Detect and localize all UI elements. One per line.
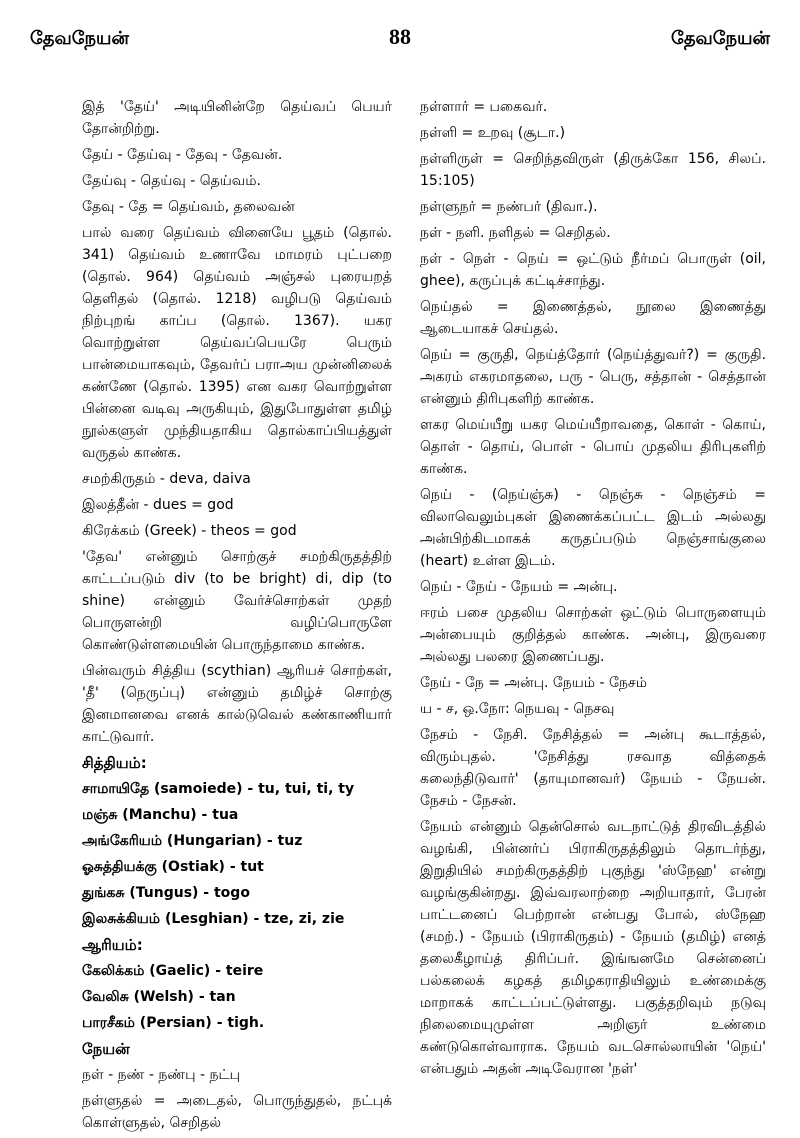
left-column	[82, 96, 392, 1138]
section-heading: சித்தியம்:	[82, 754, 147, 772]
text-paragraph: ளகர மெய்யீறு யகர மெய்யீறாவதை, கொள் - கொய், தொள் - தொய், பொள் - பொய் முதலிய திரிபுகளிற் காண்க.	[420, 417, 766, 477]
text-paragraph: பின்வரும் சித்திய (scythian) ஆரியச் சொற்கள், 'தீ' (நெருப்பு) என்னும் தமிழ்ச் சொற்கு இனமானவை எனக் கால்டுவெல் கண்காணியார் காட்டுவார்.	[82, 663, 392, 745]
running-title-left: தேவநேயன்	[30, 28, 129, 49]
text-paragraph: தேய்வு - தெய்வு - தெய்வம்.	[82, 173, 261, 189]
right-column	[420, 96, 766, 1084]
text-paragraph: நெய் = குருதி, நெய்த்தோர் (நெய்த்துவர்?) = குருதி. அகரம் எகரமாதலை, பரு - பெரு, சத்தான் - செத்தான் என்னும் திரிபுகளிற் காண்க.	[420, 347, 766, 407]
language-entry: பாரசீகம் (Persian) - tigh.	[82, 1015, 265, 1031]
text-paragraph: நேயம் என்னும் தென்சொல் வடநாட்டுத் திரவிடத்தில் வழங்கி, பின்னர்ப் பிராகிருதத்திலும் தொடர்ந்து, இறுதியில் சமற்கிருதத்திற் புகுந்து 'ஸ்நேஹ' என்று வழங்குகின்றது. இவ்வரலாற்றை அறியாதார், பேரன் பாட்டனைப் பெற்றான் என்பது போல், ஸ்நேஹ (சமற்.) - நேயம் (பிராகிருதம்) - நேயம் (தமிழ்) எனத் தலைகீழாய்த் திரிப்பர். இங்ஙனமே சென்னைப் பல்கலைக் கழகத் தமிழகராதியிலும் உண்மைக்கு மாறாகக் காட்டப்பட்டுள்ளது. பகுத்தறிவும் நடுவு நிலைமையுமுள்ள அறிஞர் உண்மை கண்டுகொள்வாராக. நேயம் வடசொல்லாயின் 'நெய்' என்பதும் அதன் அடிவேரான 'நள்'	[420, 819, 766, 1077]
language-entry: மஞ்சு (Manchu) - tua	[82, 807, 239, 823]
text-paragraph: நள்ளார் = பகைவர்.	[420, 99, 548, 115]
text-paragraph: நள்ளிருள் = செறிந்தவிருள் (திருக்கோ 156, சிலப். 15:105)	[420, 151, 766, 189]
language-entry: வேலிசு (Welsh) - tan	[82, 989, 236, 1005]
text-paragraph: ய - ச, ஒ.நோ: நெயவு - நெசவு	[420, 701, 615, 717]
text-paragraph: இத் 'தேய்' அடியினின்றே தெய்வப் பெயர் தோன்றிற்று.	[82, 99, 392, 137]
text-paragraph: நெய் - (நெய்ஞ்சு) - நெஞ்சு - நெஞ்சம் = விலாவெலும்புகள் இணைக்கப்பட்ட இடம் அல்லது அன்பிற்கிடமாகக் கருதப்படும் நெஞ்சாங்குலை (heart) உள்ள இடம்.	[420, 487, 766, 569]
language-entry: இலசுக்கியம் (Lesghian) - tze, zi, zie	[82, 911, 345, 927]
running-title-right: தேவநேயன்	[671, 28, 770, 49]
text-paragraph: தேவு - தே = தெய்வம், தலைவன்	[82, 199, 295, 215]
text-paragraph: தேய் - தேய்வு - தேவு - தேவன்.	[82, 147, 283, 163]
text-paragraph: கிரேக்கம் (Greek) - theos = god	[82, 523, 297, 539]
text-paragraph: சமற்கிருதம் - deva, daiva	[82, 471, 251, 487]
text-paragraph: பால் வரை தெய்வம் வினையே பூதம் (தொல். 341) தெய்வம் உணாவே மாமரம் புட்பறை (தொல். 964) தெய்வம் அஞ்சல் புரையறத் தெளிதல் (தொல். 1218) வழிபடு தெய்வம் நிற்புறங் காப்ப (தொல். 1367). யகர வொற்றுள்ள தெய்வப்பெயரே பெரும் பான்மையாகவும், தேவர்ப் பராஅய முன்னிலைக் கண்ணே (தொல். 1395) என வகர வொற்றுள்ள பின்னை வடிவு அருகியும், இதுபோதுள்ள தமிழ் நூல்களுள் முந்தியதாகிய தொல்காப்பியத்துள் வருதல் காண்க.	[82, 225, 392, 461]
text-paragraph: நள் - நளி. நளிதல் = செறிதல்.	[420, 225, 611, 241]
text-paragraph: 'தேவ' என்னும் சொற்குச் சமற்கிருதத்திற் காட்டப்படும் div (to be bright) di, dip (to shine) என்னும் வேர்ச்சொற்கள் முதற் பொருளன்றி வழிப்பொருளே கொண்டுள்ளமையின் பொருந்தாமை காண்க.	[82, 549, 392, 653]
page-header	[30, 22, 770, 62]
section-heading: நேயன்	[82, 1040, 130, 1058]
text-paragraph: நள் - நெள் - நெய் = ஒட்டும் நீர்மப் பொருள் (oil, ghee), கருப்புக் கட்டிச்சாந்து.	[420, 251, 766, 289]
language-entry: கேலிக்கம் (Gaelic) - teire	[82, 963, 264, 979]
text-paragraph: நெய் - நேய் - நேயம் = அன்பு.	[420, 579, 618, 595]
language-entry: சாமாயிதே (samoiede) - tu, tui, ti, ty	[82, 781, 355, 797]
text-paragraph: நெய்தல் = இணைத்தல், நூலை இணைத்து ஆடையாகச் செய்தல்.	[420, 299, 766, 337]
language-entry: அங்கேரியம் (Hungarian) - tuz	[82, 833, 303, 849]
text-paragraph: நேசம் - நேசி. நேசித்தல் = அன்பு கூடாத்தல், விரும்புதல். 'நேசித்து ரசவாத வித்தைக் கலைந்திடுவார்' (தாயுமானவர்) நேயம் - நேயன். நேசம் - நேசன்.	[420, 727, 766, 809]
text-paragraph: நள்ளுதல் = அடைதல், பொருந்துதல், நட்புக் கொள்ளுதல், செறிதல்	[82, 1093, 392, 1131]
text-paragraph: நள் - நண் - நண்பு - நட்பு	[82, 1067, 241, 1083]
text-paragraph: நள்ளி = உறவு (சூடா.)	[420, 125, 566, 141]
text-paragraph: நள்ளுநர் = நண்பர் (திவா.).	[420, 199, 598, 215]
language-entry: ஓசுத்தியக்கு (Ostiak) - tut	[82, 859, 264, 875]
text-paragraph: ஈரம் பசை முதலிய சொற்கள் ஒட்டும் பொருளையும் அன்பையும் குறித்தல் காண்க. அன்பு, இருவரை அல்லது பலரை இணைப்பது.	[420, 605, 766, 665]
section-heading: ஆரியம்:	[82, 936, 143, 954]
text-paragraph: நேய் - நே = அன்பு. நேயம் - நேசம்	[420, 675, 647, 691]
text-paragraph: இலத்தீன் - dues = god	[82, 497, 234, 513]
page-number: 88	[389, 24, 411, 49]
language-entry: துங்கசு (Tungus) - togo	[82, 885, 250, 901]
